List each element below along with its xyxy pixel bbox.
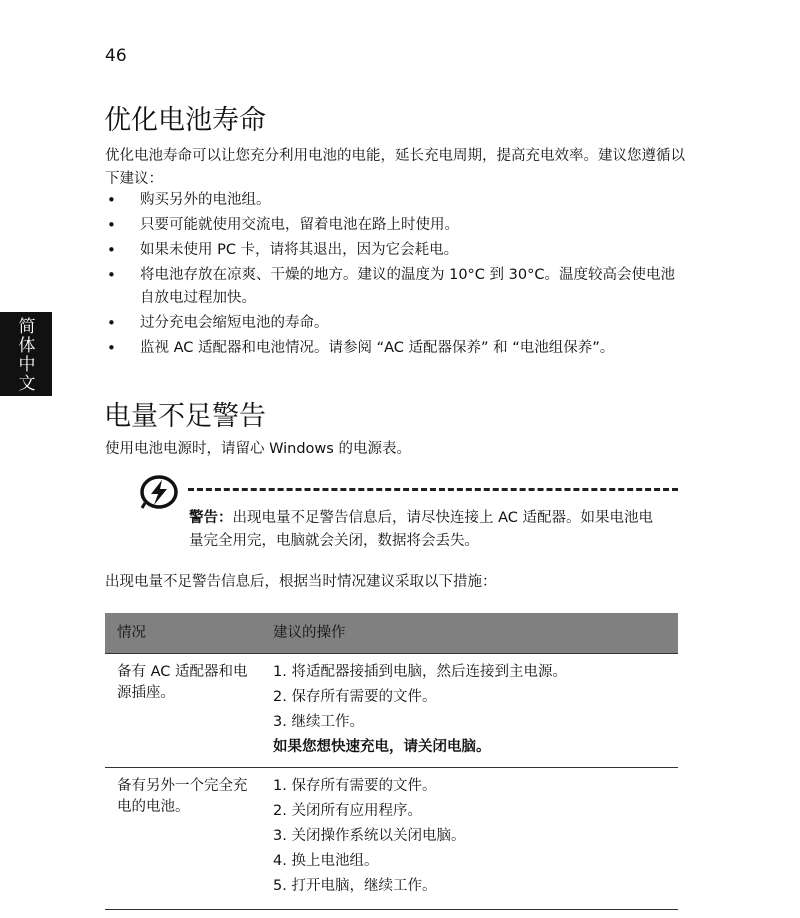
list-item: • 如果未使用 PC 卡，请将其退出，因为它会耗电。 (105, 239, 685, 262)
list-item: • 将电池存放在凉爽、干燥的地方。建议的温度为 10°C 到 30°C。温度较高会使电池自放电过程加快。 (107, 266, 675, 306)
low-battery-lead: 出现电量不足警告信息后，根据当时情况建议采取以下措施： (105, 574, 497, 590)
bullet-icon: • (107, 266, 116, 284)
action-note: 如果您想快速充电，请关闭电脑。 (273, 739, 491, 755)
action-step: 5. 打开电脑，继续工作。 (273, 878, 437, 894)
table-row (105, 768, 678, 910)
action-step: 4. 换上电池组。 (273, 853, 379, 869)
list-item: • 监视 AC 适配器和电池情况。请参阅 “AC 适配器保养” 和 “电池组保养”。 (105, 337, 685, 360)
battery-life-intro: 优化电池寿命可以让您充分利用电池的电能，延长充电周期，提高充电效率。建议您遵循以下建议： (105, 148, 685, 187)
table-header (105, 613, 678, 654)
warning-divider (188, 488, 678, 491)
bullet-icon: • (107, 339, 116, 357)
action-step: 1. 保存所有需要的文件。 (273, 778, 437, 794)
language-side-tab (0, 312, 52, 396)
bullet-icon: • (107, 216, 116, 234)
actions-cell (261, 654, 678, 767)
action-step: 2. 保存所有需要的文件。 (273, 689, 437, 705)
battery-tips-list (105, 189, 685, 362)
page-number: 46 (105, 46, 127, 66)
action-step: 3. 关闭操作系统以关闭电脑。 (273, 828, 466, 844)
column-header-action: 建议的操作 (273, 625, 346, 641)
situation-cell: 备有另外一个完全充电的电池。 (117, 778, 248, 815)
action-step: 2. 关闭所有应用程序。 (273, 803, 422, 819)
list-item: • 只要可能就使用交流电，留着电池在路上时使用。 (105, 214, 685, 237)
lightning-warning-icon (139, 474, 179, 510)
table-row (105, 654, 678, 768)
low-battery-intro: 使用电池电源时，请留心 Windows 的电源表。 (105, 441, 411, 457)
bullet-icon: • (107, 241, 116, 259)
situation-cell: 备有 AC 适配器和电源插座。 (117, 664, 248, 701)
bullet-icon: • (107, 191, 116, 209)
list-item: • 购买另外的电池组。 (105, 189, 685, 212)
warning-text (189, 507, 664, 553)
side-tab-label: 简体中文 (18, 317, 36, 394)
list-item: • 过分充电会缩短电池的寿命。 (105, 312, 685, 335)
action-step: 1. 将适配器接插到电脑，然后连接到主电源。 (273, 664, 567, 680)
low-battery-actions-table (105, 613, 678, 910)
actions-cell (261, 768, 678, 909)
warning-label: 警告： (189, 510, 233, 526)
warning-message: 出现电量不足警告信息后，请尽快连接上 AC 适配器。如果电池电量完全用完，电脑就会关闭，数据将会丢失。 (189, 510, 654, 549)
section-title-low-battery: 电量不足警告 (104, 401, 266, 432)
column-header-situation: 情况 (117, 625, 146, 641)
bullet-icon: • (107, 314, 116, 332)
section-title-battery-life: 优化电池寿命 (104, 105, 266, 136)
action-step: 3. 继续工作。 (273, 714, 364, 730)
